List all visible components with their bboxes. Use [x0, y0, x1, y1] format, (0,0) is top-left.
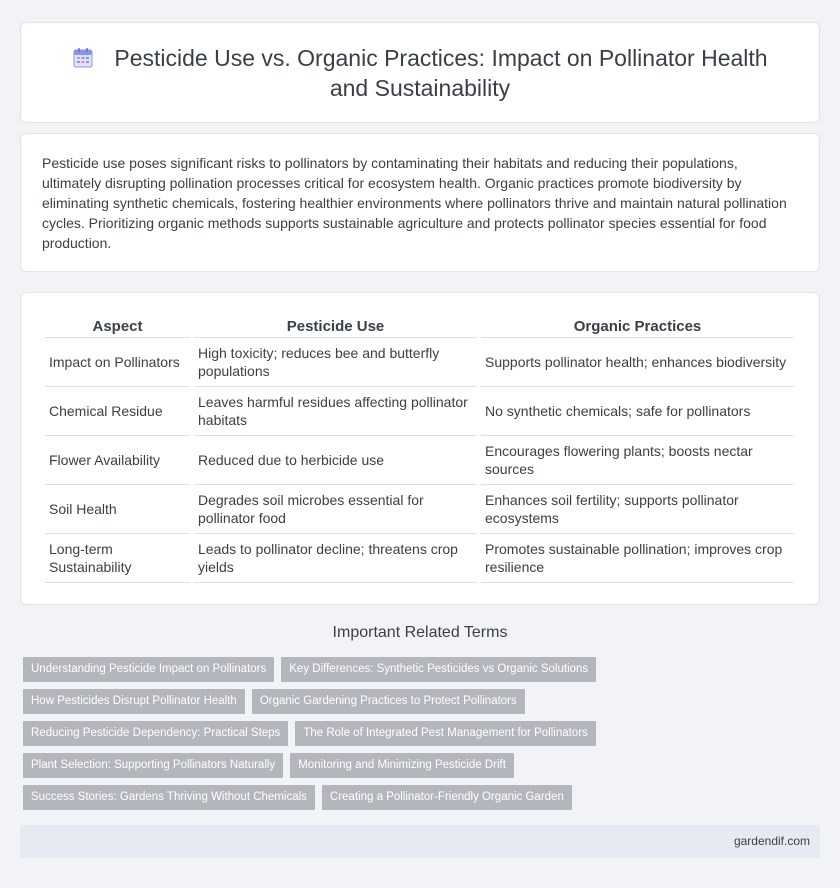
related-term-tag[interactable]: Key Differences: Synthetic Pesticides vs Organic Solutions	[281, 657, 596, 682]
related-term-tag[interactable]: The Role of Integrated Pest Management for Pollinators	[295, 721, 595, 746]
title-line-2: and Sustainability	[329, 75, 511, 101]
comparison-card	[20, 292, 820, 605]
related-term-tag[interactable]: Reducing Pesticide Dependency: Practical Steps	[23, 721, 288, 746]
pesticide-cell: Reduced due to herbicide use	[194, 436, 477, 485]
intro-card	[20, 133, 820, 272]
comparison-table	[41, 314, 798, 583]
header-pesticide-use: Pesticide Use	[194, 314, 477, 338]
organic-cell: Encourages flowering plants; boosts nectar sources	[481, 436, 794, 485]
table-header-row	[45, 314, 794, 338]
title-line-1: Pesticide Use vs. Organic Practices: Impact on Pollinator Health	[114, 45, 768, 71]
aspect-cell: Flower Availability	[45, 436, 190, 485]
related-term-tag[interactable]: Understanding Pesticide Impact on Pollinators	[23, 657, 274, 682]
related-terms-heading: Important Related Terms	[332, 624, 508, 641]
page-title	[21, 43, 819, 103]
title-card	[20, 22, 820, 123]
related-term-tag[interactable]: Creating a Pollinator-Friendly Organic Garden	[322, 785, 572, 810]
related-term-tag[interactable]: Organic Gardening Practices to Protect Pollinators	[252, 689, 525, 714]
related-term-tag[interactable]: How Pesticides Disrupt Pollinator Health	[23, 689, 245, 714]
organic-cell: Enhances soil fertility; supports pollinator ecosystems	[481, 485, 794, 534]
header-aspect: Aspect	[45, 314, 190, 338]
tag-row	[23, 785, 623, 810]
pesticide-cell: Leads to pollinator decline; threatens crop yields	[194, 534, 477, 583]
related-term-tag[interactable]: Monitoring and Minimizing Pesticide Drift	[290, 753, 514, 778]
aspect-cell: Chemical Residue	[45, 387, 190, 436]
table-row	[45, 387, 794, 436]
tag-row	[23, 753, 623, 778]
intro-paragraph: Pesticide use poses significant risks to pollinators by contaminating their habitats and reducing their populations, ultimately disrupting pollination processes critical for ecosystem health. Organic practices promote biodiversity by eliminating synthetic chemicals, fostering healthier environments where pollinators thrive and maintain natural pollination cycles. Prioritizing organic methods supports sustainable agriculture and protects pollinator species essential for food production.	[42, 155, 787, 251]
pesticide-cell: Degrades soil microbes essential for pollinator food	[194, 485, 477, 534]
footer	[20, 825, 820, 858]
organic-cell: Promotes sustainable pollination; improves crop resilience	[481, 534, 794, 583]
tag-row	[23, 689, 623, 714]
table-row	[45, 485, 794, 534]
related-term-tag[interactable]: Success Stories: Gardens Thriving Without Chemicals	[23, 785, 315, 810]
pesticide-cell: High toxicity; reduces bee and butterfly populations	[194, 338, 477, 387]
related-term-tag[interactable]: Plant Selection: Supporting Pollinators Naturally	[23, 753, 283, 778]
aspect-cell: Impact on Pollinators	[45, 338, 190, 387]
calendar-icon	[72, 47, 94, 69]
table-row	[45, 338, 794, 387]
aspect-cell: Soil Health	[45, 485, 190, 534]
related-terms-list	[23, 657, 623, 817]
organic-cell: Supports pollinator health; enhances biodiversity	[481, 338, 794, 387]
tag-row	[23, 721, 623, 746]
table-row	[45, 534, 794, 583]
organic-cell: No synthetic chemicals; safe for pollinators	[481, 387, 794, 436]
header-organic-practices: Organic Practices	[481, 314, 794, 338]
footer-site-link[interactable]: gardendif.com	[733, 834, 810, 848]
aspect-cell: Long-term Sustainability	[45, 534, 190, 583]
table-row	[45, 436, 794, 485]
tag-row	[23, 657, 623, 682]
pesticide-cell: Leaves harmful residues affecting pollinator habitats	[194, 387, 477, 436]
